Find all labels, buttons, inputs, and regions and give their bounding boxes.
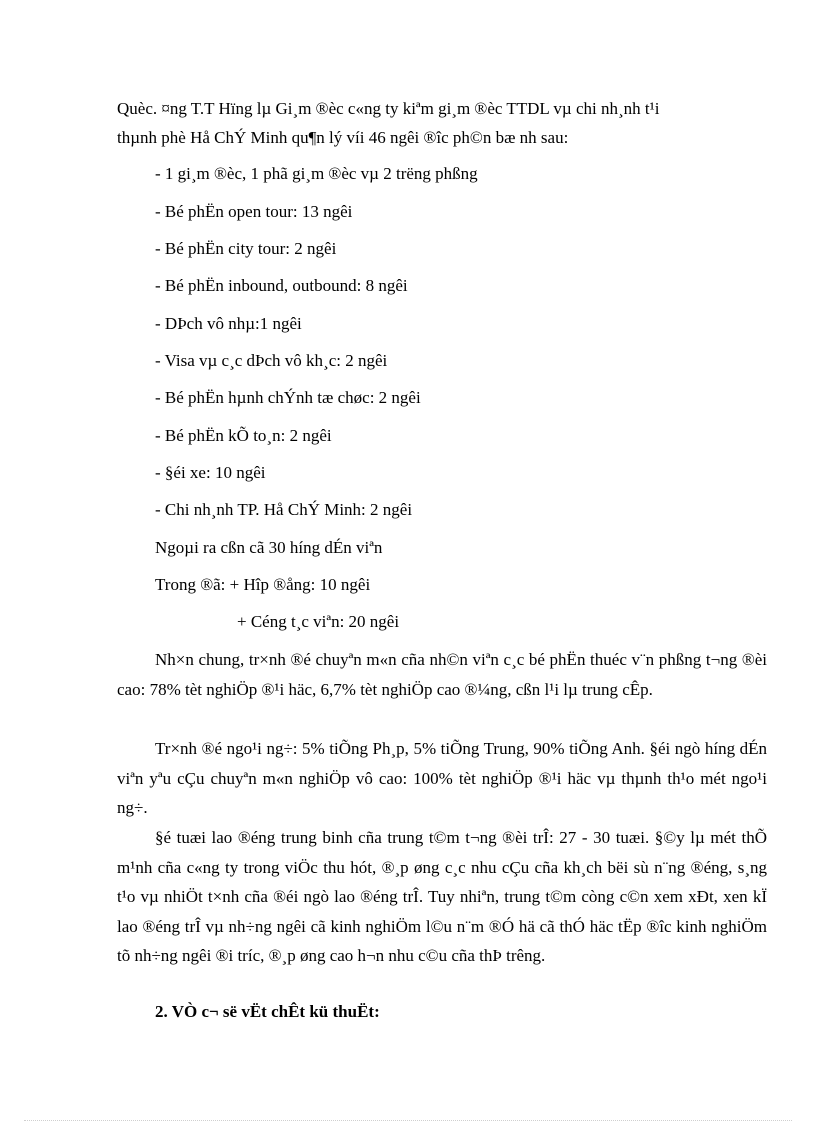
contract-line: Trong ®ã: + Hîp ®ång: 10 ngêi bbox=[155, 575, 371, 594]
intro-line-2: thµnh phè Hå ChÝ Minh qu¶n lý víi 46 ngêi ®îc ph©n bæ nh sau: bbox=[117, 128, 569, 147]
collaborators-line: + Céng t¸c viªn: 20 ngêi bbox=[237, 612, 400, 631]
intro-line-1: Quèc. ¤ng T.T Hïng lµ Gi¸m ®èc c«ng ty kiªm gi¸m ®èc TTDL vµ chi nh¸nh t¹i bbox=[117, 99, 660, 118]
staff-list-item: - Bé phËn kÕ to¸n: 2 ngêi bbox=[155, 426, 332, 445]
paragraph-age: §é tuæi lao ®éng trung binh cña trung t©m t¬ng ®èi trÎ: 27 - 30 tuæi. §©y lµ mét thÕ m¹nh cña c«ng ty trong viÖc thu hót, ®¸p øng c¸c nhu cÇu cña kh¸ch bëi sù n¨ng ®éng, s¸ng t¹o vµ nhiÖt t×nh cña ®éi ngò lao ®éng trÎ. Tuy nhiªn, trung t©m còng c©n xem xÐt, xen kÏ lao ®éng trÎ vµ nh÷ng ngêi cã kinh nghiÖm l©u n¨m ®Ó hä cã thÓ häc tËp ®îc kinh nghiÖm tõ nh÷ng ngêi ®i tríc, ®¸p øng cao h¬n nhu c©u cña thÞ trêng. bbox=[117, 828, 767, 965]
page-bottom-divider bbox=[24, 1120, 792, 1121]
staff-list-item: - Visa vµ c¸c dÞch vô kh¸c: 2 ngêi bbox=[155, 351, 388, 370]
staff-list-item: - Bé phËn hµnh chÝnh tæ chøc: 2 ngêi bbox=[155, 388, 421, 407]
staff-list-item: - 1 gi¸m ®èc, 1 phã gi¸m ®èc vµ 2 trëng phßng bbox=[155, 164, 478, 183]
staff-list-item: - Chi nh¸nh TP. Hå ChÝ Minh: 2 ngêi bbox=[155, 500, 413, 519]
section-heading: 2. VÒ c¬ së vËt chÊt kü thuËt: bbox=[155, 1002, 380, 1021]
paragraph-education: Nh×n chung, tr×nh ®é chuyªn m«n cña nh©n viªn c¸c bé phËn thuéc v¨n phßng t¬ng ®èi cao: 78% tèt nghiÖp ®¹i häc, 6,7% tèt nghiÖp cao ®¼ng, cßn l¹i lµ trung cÊp. bbox=[117, 650, 767, 699]
staff-list-item: - §éi xe: 10 ngêi bbox=[155, 463, 266, 482]
guides-line: Ngoµi ra cßn cã 30 híng dÉn viªn bbox=[155, 538, 383, 557]
staff-list-item: - Bé phËn open tour: 13 ngêi bbox=[155, 202, 353, 221]
staff-list-item: - Bé phËn city tour: 2 ngêi bbox=[155, 239, 337, 258]
staff-list-item: - DÞch vô nhµ:1 ngêi bbox=[155, 314, 302, 333]
staff-list-item: - Bé phËn inbound, outbound: 8 ngêi bbox=[155, 276, 408, 295]
paragraph-languages: Tr×nh ®é ngo¹i ng÷: 5% tiÕng Ph¸p, 5% tiÕng Trung, 90% tiÕng Anh. §éi ngò híng dÉn viªn yªu cÇu chuyªn m«n nghiÖp vô cao: 100% tèt nghiÖp ®¹i häc vµ thµnh th¹o mét ngo¹i ng÷. bbox=[117, 739, 767, 817]
